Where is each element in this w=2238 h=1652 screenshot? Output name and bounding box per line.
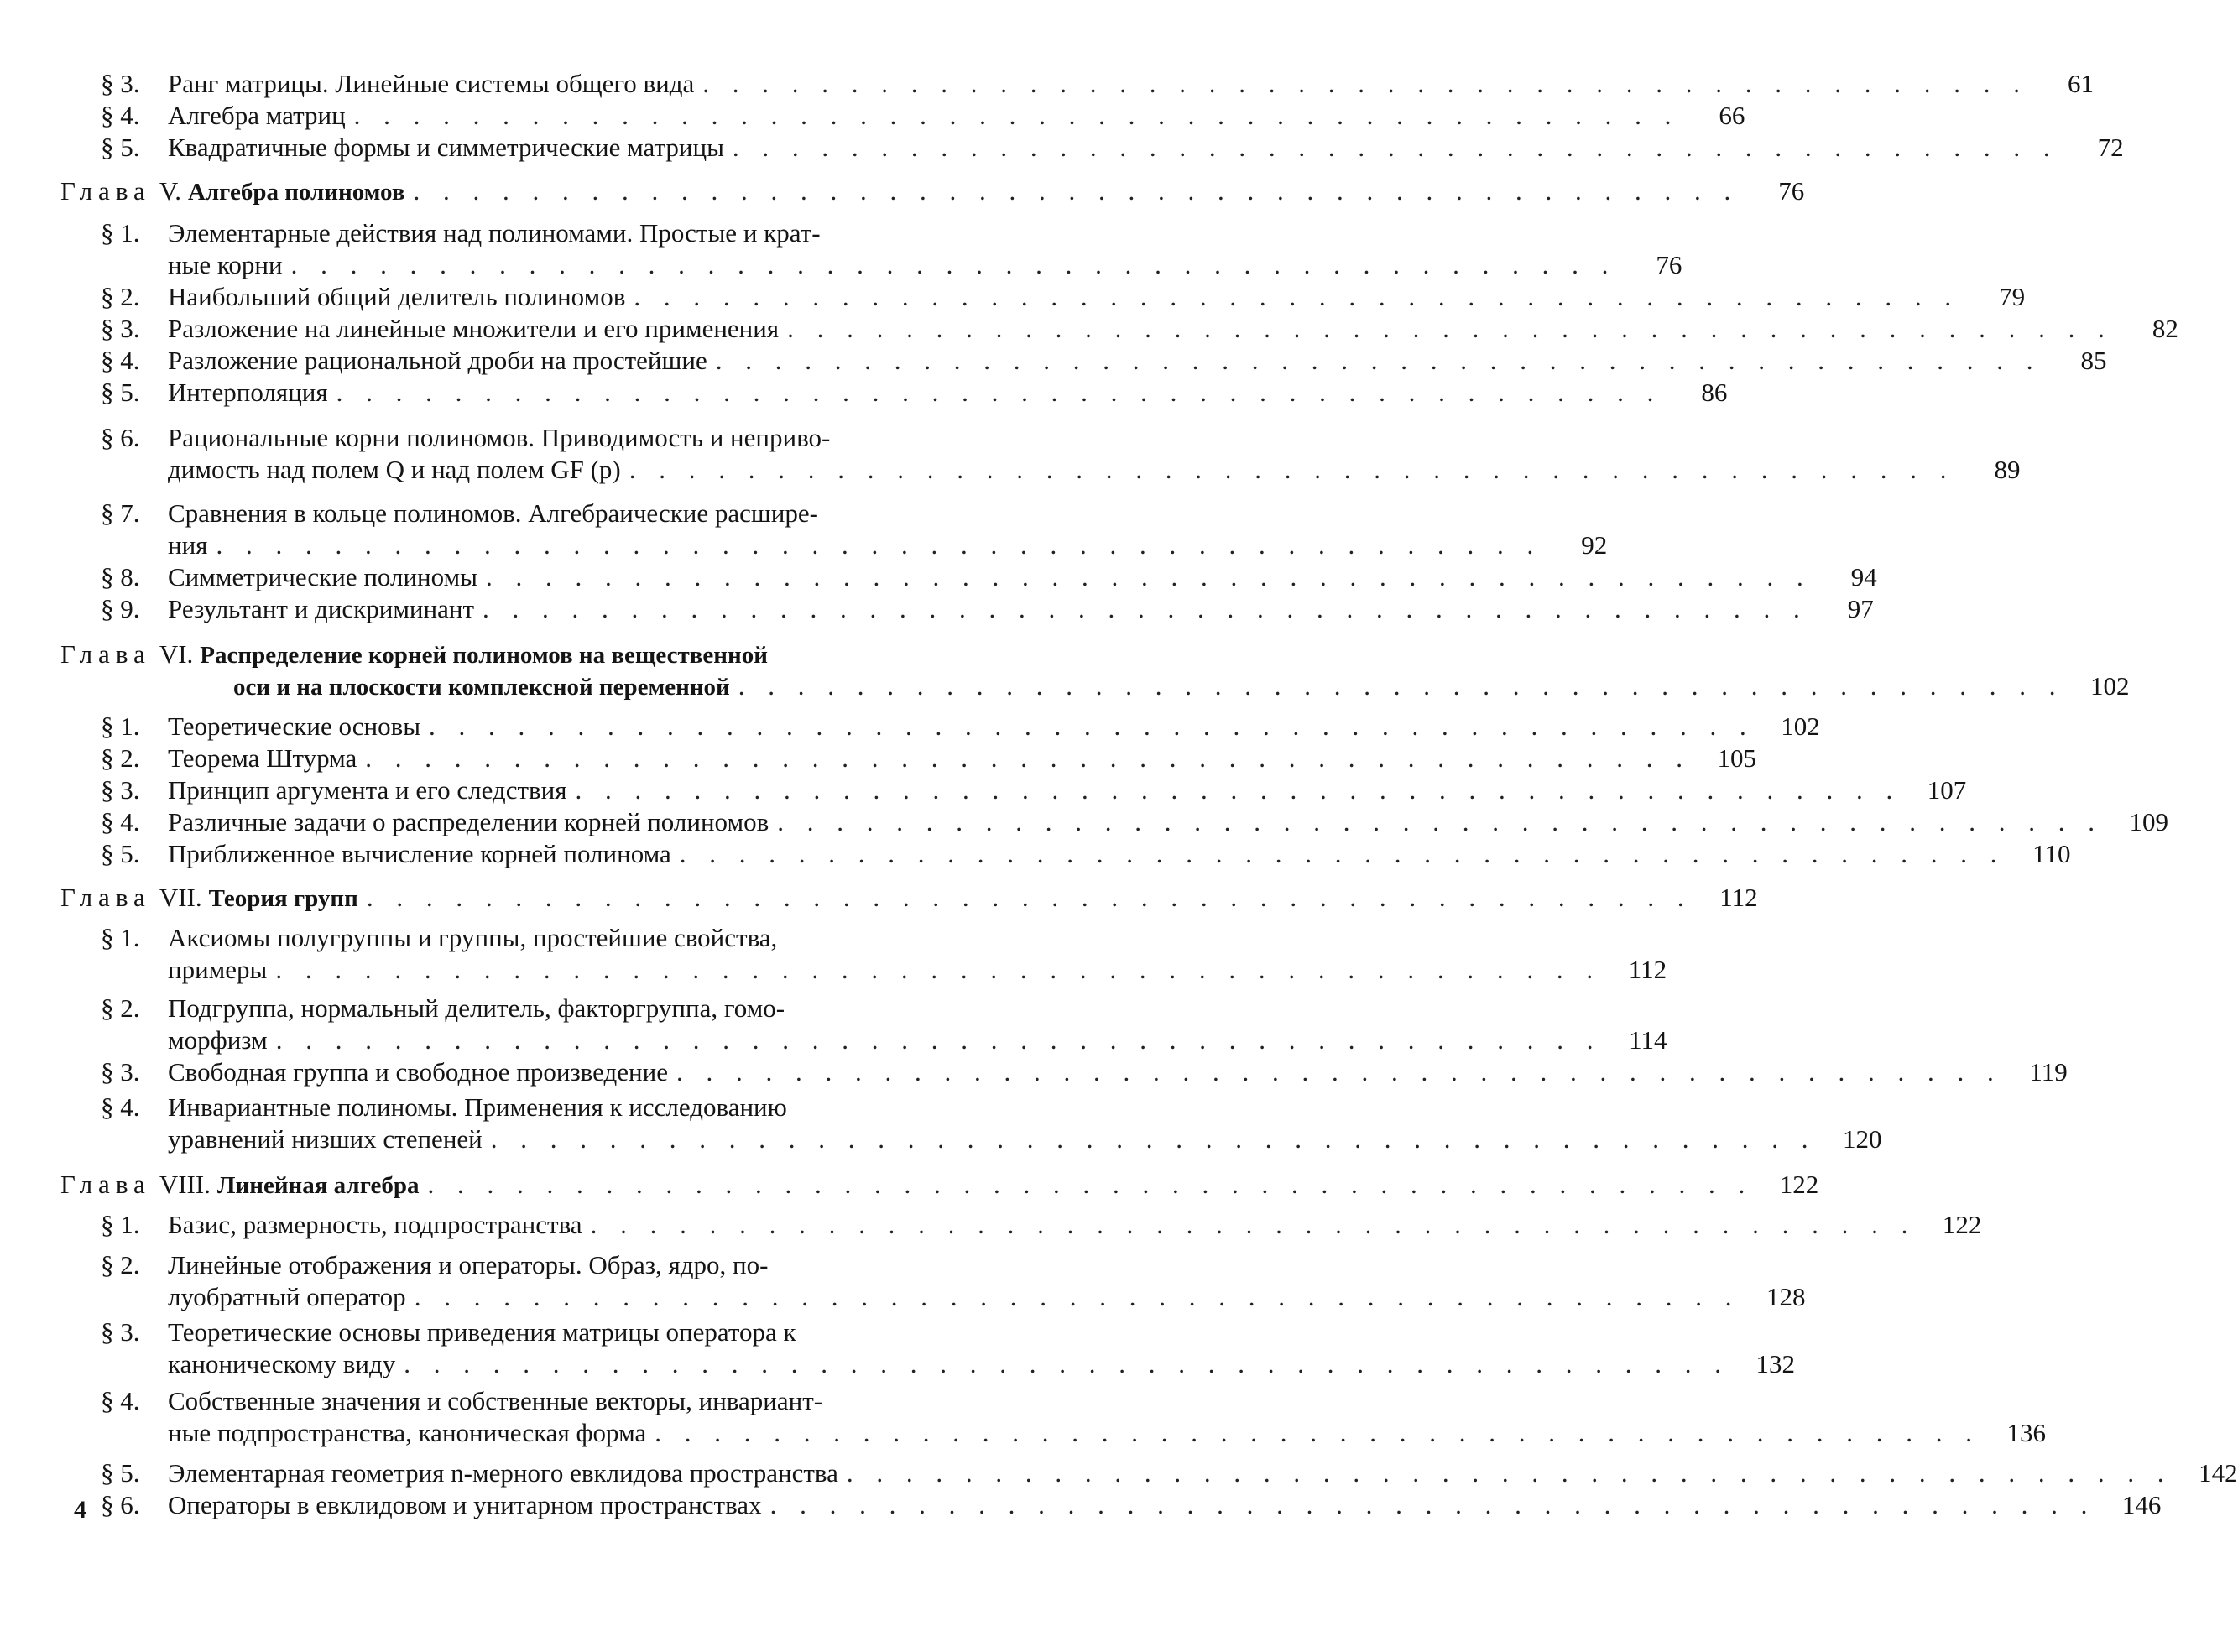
section-title: Операторы в евклидовом и унитарном пространствах [168,1490,762,1519]
page-number-ref: 109 [2129,807,2168,836]
toc-section-entry [101,1384,931,1418]
section-number: § 3. [101,69,140,98]
toc-section-entry [101,592,1874,626]
toc-section-entry [101,560,1877,594]
chapter-number: VIII. [159,1170,211,1199]
toc-section-entry [168,1280,1806,1314]
section-title-continuation: каноническому виду [168,1349,396,1378]
chapter-title: Алгебра полиномов [187,179,405,206]
chapter-title: Линейная алгебра [216,1172,420,1199]
chapter-label: Глава [60,639,151,669]
toc-section-entry [168,1416,2046,1450]
section-number: § 2. [101,743,140,773]
section-title: Свободная группа и свободное произведение [168,1057,668,1087]
page-number-ref: 86 [1701,378,1728,407]
dot-leader: . . . . . . . . . . . . . . . . . . . . . . . . . . . . . . . . . . . . . . . . . . . . . [787,314,2113,343]
section-title: Инвариантные полиномы. Применения к исследованию [168,1092,787,1122]
section-number: § 3. [101,314,140,343]
dot-leader: . . . . . . . . . . . . . . . . . . . . . . . . . . . . . . . . . . . . . . . . . . . . . [702,69,2029,98]
toc-section-entry [101,497,931,530]
dot-leader: . . . . . . . . . . . . . . . . . . . . . . . . . . . . . . . . . . . . . . . . . . . . . [490,1124,1817,1154]
section-title: Приближенное вычисление корней полинома [168,839,671,868]
section-number: § 1. [101,711,140,741]
dot-leader: . . . . . . . . . . . . . . . . . . . . . . . . . . . . . . . . . . . . . . . . . . . . . [353,101,1680,130]
section-title: Сравнения в кольце полиномов. Алгебраические расшире- [168,498,818,528]
toc-section-entry [168,453,2021,487]
dot-leader: . . . . . . . . . . . . . . . . . . . . . . . . . . . . . . . . . . . . . . . . . . . . . [290,250,1617,279]
toc-section-entry [101,837,2071,871]
page-number-ref: 92 [1581,530,1608,560]
dot-leader: . . . . . . . . . . . . . . . . . . . . . . . . . . . . . . . . . . . . . . . . . . . . . [404,1349,1730,1378]
page-number-ref: 79 [1999,282,2026,311]
toc-section-entry [101,280,2026,314]
page-number-ref: 94 [1850,562,1877,591]
page-number-ref: 122 [1779,1170,1819,1199]
page-number-ref: 72 [2097,133,2124,162]
toc-section-entry [101,742,1757,775]
dot-leader: . . . . . . . . . . . . . . . . . . . . . . . . . . . . . . . . . . . . . . . . . . . . . [846,1458,2173,1488]
section-number: § 5. [101,1458,140,1488]
section-number: § 4. [101,1092,140,1122]
section-title: Рациональные корни полиномов. Приводимость и неприво- [168,423,831,452]
chapter-title: Теория групп [208,885,358,912]
toc-section-entry [101,921,931,955]
dot-leader: . . . . . . . . . . . . . . . . . . . . . . . . . . . . . . . . . . . . . . . . . . . . . [679,839,2006,868]
chapter-label: Глава [60,1170,151,1199]
page-number-ref: 102 [2090,671,2130,701]
section-title: Интерполяция [168,378,328,407]
section-title-continuation: ния [168,530,208,560]
toc-chapter-entry [60,638,931,672]
section-title: Элементарная геометрия n-мерного евклидова пространства [168,1458,838,1488]
toc-section-entry [101,421,931,455]
section-title: Квадратичные формы и симметрические матрицы [168,133,724,162]
section-number: § 2. [101,1250,140,1279]
page-number-ref: 142 [2199,1458,2238,1488]
dot-leader: . . . . . . . . . . . . . . . . . . . . . . . . . . . . . . . . . . . . . . . . . . . . . [575,775,1902,805]
section-number: § 9. [101,594,140,623]
dot-leader: . . . . . . . . . . . . . . . . . . . . . . . . . . . . . . . . . . . . . . . . . . . . . [769,1490,2096,1519]
page-number-ref: 76 [1656,250,1682,279]
dot-leader: . . . . . . . . . . . . . . . . . . . . . . . . . . . . . . . . . . . . . . . . . . . . . [366,883,1693,912]
section-title: Различные задачи о распределении корней полиномов [168,807,769,836]
dot-leader: . . . . . . . . . . . . . . . . . . . . . . . . . . . . . . . . . . . . . . . . . . . . . [336,378,1662,407]
toc-section-entry [101,774,1967,807]
page-number-ref: 136 [2006,1418,2046,1447]
section-number: § 2. [101,993,140,1023]
section-title: Подгруппа, нормальный делитель, факторгруппа, гомо- [168,993,785,1023]
section-number: § 7. [101,498,140,528]
page-number-ref: 132 [1755,1349,1796,1378]
toc-section-entry [101,805,2168,839]
toc-section-entry [101,1208,1982,1242]
chapter-title-continuation: оси и на плоскости комплексной переменной [233,674,730,701]
dot-leader: . . . . . . . . . . . . . . . . . . . . . . . . . . . . . . . . . . . . . . . . . . . . . [413,176,1740,206]
toc-section-entry [101,1457,2238,1490]
dot-leader: . . . . . . . . . . . . . . . . . . . . . . . . . . . . . . . . . . . . . . . . . . . . . [216,530,1542,560]
toc-section-entry [101,376,1728,409]
dot-leader: . . . . . . . . . . . . . . . . . . . . . . . . . . . . . . . . . . . . . . . . . . . . . [732,133,2058,162]
section-title: Разложение рациональной дроби на простейшие [168,346,707,375]
section-title: Разложение на линейные множители и его применения [168,314,780,343]
page-number-ref: 112 [1628,955,1667,984]
section-title: Принцип аргумента и его следствия [168,775,567,805]
chapter-title: Распределение корней полиномов на вещественной [200,642,768,669]
dot-leader: . . . . . . . . . . . . . . . . . . . . . . . . . . . . . . . . . . . . . . . . . . . . . [590,1210,1917,1239]
toc-section-entry [101,992,931,1025]
section-number: § 1. [101,1210,140,1239]
section-number: § 5. [101,133,140,162]
section-number: § 4. [101,101,140,130]
chapter-number: VII. [159,883,202,912]
page-number-ref: 110 [2032,839,2071,868]
section-title-continuation: морфизм [168,1025,268,1055]
section-number: § 2. [101,282,140,311]
section-title: Аксиомы полугруппы и группы, простейшие свойства, [168,923,778,952]
section-number: § 4. [101,1386,140,1415]
dot-leader: . . . . . . . . . . . . . . . . . . . . . . . . . . . . . . . . . . . . . . . . . . . . . [429,711,1755,741]
dot-leader: . . . . . . . . . . . . . . . . . . . . . . . . . . . . . . . . . . . . . . . . . . . . . [629,455,1955,484]
page-number-ref: 85 [2080,346,2107,375]
page-number-ref: 107 [1927,775,1967,805]
dot-leader: . . . . . . . . . . . . . . . . . . . . . . . . . . . . . . . . . . . . . . . . . . . . . [365,743,1692,773]
section-number: § 4. [101,346,140,375]
dot-leader: . . . . . . . . . . . . . . . . . . . . . . . . . . . . . . . . . . . . . . . . . . . . . [715,346,2042,375]
toc-section-entry [101,216,931,250]
section-title: Теорема Штурма [168,743,357,773]
toc-section-entry [101,67,2095,101]
section-title: Собственные значения и собственные векторы, инвариант- [168,1386,823,1415]
section-number: § 8. [101,562,140,591]
toc-section-entry [168,953,1667,987]
page-number-ref: 66 [1719,101,1745,130]
section-number: § 6. [101,1490,140,1519]
section-title: Симметрические полиномы [168,562,478,591]
section-title-continuation: уравнений низших степеней [168,1124,483,1154]
chapter-label: Глава [60,883,151,912]
toc-section-entry [168,1123,1882,1156]
page-number-ref: 120 [1843,1124,1882,1154]
section-number: § 3. [101,1317,140,1347]
toc-section-entry [101,1316,931,1349]
chapter-number: V. [159,176,181,206]
section-number: § 1. [101,923,140,952]
page-number-ref: 61 [2068,69,2095,98]
section-title-continuation: ные подпространства, каноническая форма [168,1418,647,1447]
toc-section-entry [168,1347,1796,1381]
dot-leader: . . . . . . . . . . . . . . . . . . . . . . . . . . . . . . . . . . . . . . . . . . . . . [427,1170,1754,1199]
section-number: § 5. [101,378,140,407]
section-title: Результант и дискриминант [168,594,475,623]
section-number: § 6. [101,423,140,452]
page-number-ref: 76 [1778,176,1805,206]
toc-section-entry [101,1248,931,1282]
toc-chapter-entry [60,175,1805,209]
toc-section-entry [101,131,2124,164]
section-title: Ранг матрицы. Линейные системы общего вида [168,69,695,98]
section-number: § 1. [101,218,140,248]
page-number-ref: 112 [1719,883,1758,912]
page-number-ref: 122 [1942,1210,1982,1239]
dot-leader: . . . . . . . . . . . . . . . . . . . . . . . . . . . . . . . . . . . . . . . . . . . . . [777,807,2103,836]
chapter-number: VI. [159,639,194,669]
toc-chapter-entry [60,881,1758,915]
dot-leader: . . . . . . . . . . . . . . . . . . . . . . . . . . . . . . . . . . . . . . . . . . . . . [634,282,1960,311]
section-title-continuation: димость над полем Q и над полем GF (p) [168,455,621,484]
section-title: Линейные отображения и операторы. Образ, ядро, по- [168,1250,769,1279]
page-number-ref: 97 [1847,594,1874,623]
section-title: Базис, размерность, подпространства [168,1210,582,1239]
page-number-ref: 128 [1766,1282,1806,1311]
toc-section-entry [101,344,2107,378]
dot-leader: . . . . . . . . . . . . . . . . . . . . . . . . . . . . . . . . . . . . . . . . . . . . . [486,562,1812,591]
section-number: § 3. [101,1057,140,1087]
section-number: § 5. [101,839,140,868]
toc-chapter-entry [60,1168,1819,1202]
section-title: Алгебра матриц [168,101,346,130]
page-number-ref: 82 [2152,314,2178,343]
dot-leader: . . . . . . . . . . . . . . . . . . . . . . . . . . . . . . . . . . . . . . . . . . . . . [275,955,1602,984]
dot-leader: . . . . . . . . . . . . . . . . . . . . . . . . . . . . . . . . . . . . . . . . . . . . . [275,1025,1602,1055]
section-title-continuation: ные корни [168,250,283,279]
dot-leader: . . . . . . . . . . . . . . . . . . . . . . . . . . . . . . . . . . . . . . . . . . . . . [414,1282,1740,1311]
toc-section-entry [101,1055,2068,1089]
section-title: Теоретические основы приведения матрицы оператора к [168,1317,796,1347]
section-title-continuation: примеры [168,955,268,984]
toc-section-entry [101,1488,2162,1522]
page-number-ref: 105 [1717,743,1757,773]
toc-chapter-entry [233,670,2130,704]
toc-section-entry [168,248,1682,282]
toc-section-entry [101,710,1820,743]
toc-section-entry [168,529,1608,562]
dot-leader: . . . . . . . . . . . . . . . . . . . . . . . . . . . . . . . . . . . . . . . . . . . . . [483,594,1808,623]
page-number-ref: 89 [1994,455,2021,484]
toc-section-entry [101,1091,931,1124]
toc-section-entry [101,99,1745,133]
section-title-continuation: луобратный оператор [168,1282,406,1311]
page-number-ref: 114 [1629,1025,1667,1055]
section-title: Наибольший общий делитель полиномов [168,282,626,311]
page-number-ref: 146 [2121,1490,2162,1519]
toc-section-entry [101,312,2178,346]
section-title: Элементарные действия над полиномами. Простые и крат- [168,218,821,248]
dot-leader: . . . . . . . . . . . . . . . . . . . . . . . . . . . . . . . . . . . . . . . . . . . . . [655,1418,1980,1447]
section-number: § 3. [101,775,140,805]
page-number-ref: 119 [2029,1057,2068,1087]
chapter-label: Глава [60,176,151,206]
page-number-ref: 102 [1781,711,1820,741]
page-number: 4 [74,1496,86,1524]
dot-leader: . . . . . . . . . . . . . . . . . . . . . . . . . . . . . . . . . . . . . . . . . . . . . [738,671,2064,701]
dot-leader: . . . . . . . . . . . . . . . . . . . . . . . . . . . . . . . . . . . . . . . . . . . . . [676,1057,2002,1087]
section-title: Теоретические основы [168,711,421,741]
section-number: § 4. [101,807,140,836]
toc-section-entry [168,1024,1667,1057]
